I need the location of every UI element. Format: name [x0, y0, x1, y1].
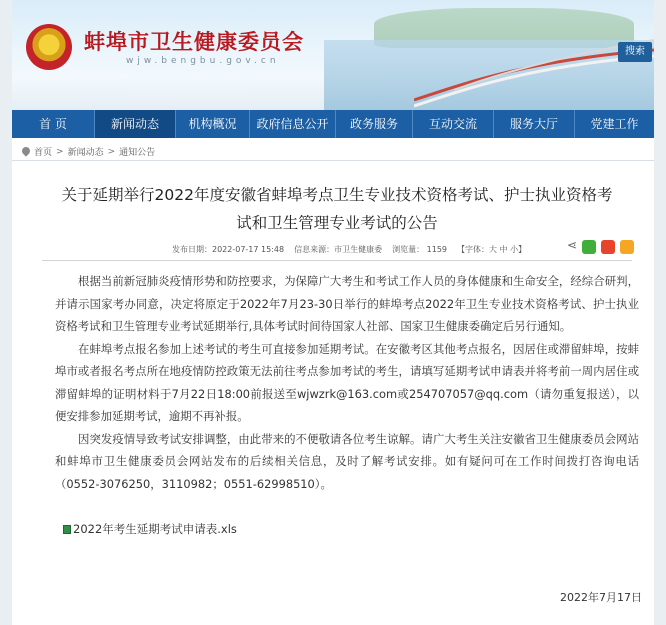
- article-paragraph: 根据当前新冠肺炎疫情形势和防控要求，为保障广大考生和考试工作人员的身体健康和生命安全，经综合研判，并请示国家考办同意，决定将原定于2022年7月23-30日举行的蚌埠考点2022年卫生专业技术资格考试、护士执业资格考试和卫生管理专业考试延期举行,具体考试时间待国家人社部、国家卫生健康委确定后另行通知。: [55, 274, 639, 333]
- sign-date: 2022年7月17日: [560, 591, 642, 604]
- main-nav: [12, 110, 654, 138]
- nav-item-interaction[interactable]: 互动交流: [428, 117, 477, 131]
- share-bar: [567, 240, 634, 254]
- article-meta: [172, 244, 526, 255]
- breadcrumb-separator: >: [107, 146, 116, 157]
- site-title[interactable]: 蚌埠市卫生健康委员会: [84, 29, 304, 54]
- meta-divider: [42, 260, 632, 261]
- article: [12, 160, 654, 620]
- emblem-icon: [26, 24, 72, 70]
- wechat-icon[interactable]: [582, 240, 596, 254]
- article-body: [55, 270, 639, 495]
- publish-date: 发布日期：2022-07-17 15:48: [172, 245, 285, 254]
- excel-file-icon: [63, 525, 71, 534]
- page-frame: [12, 0, 654, 625]
- breadcrumb-separator: >: [56, 146, 64, 157]
- nav-item-service-hall[interactable]: 服务大厅: [509, 117, 558, 131]
- nav-item-about[interactable]: 机构概况: [188, 117, 237, 131]
- breadcrumb-home[interactable]: 首页: [34, 148, 53, 158]
- breadcrumb: [22, 145, 155, 158]
- share-icon[interactable]: [567, 242, 577, 252]
- view-count: 浏览量： 1159: [392, 245, 447, 254]
- weibo-icon[interactable]: [601, 240, 615, 254]
- breadcrumb-news[interactable]: 新闻动态: [67, 148, 104, 158]
- nav-item-gov-info[interactable]: 政府信息公开: [256, 117, 329, 131]
- nav-item-services[interactable]: 政务服务: [349, 117, 398, 131]
- nav-item-party[interactable]: 党建工作: [590, 117, 639, 131]
- site-banner: [12, 0, 654, 110]
- banner-bridge-image: [414, 20, 654, 110]
- attachment-link[interactable]: [63, 521, 237, 537]
- info-source: 信息来源：市卫生健康委: [294, 245, 383, 254]
- font-size-control[interactable]: 【字体：大 中 小】: [457, 245, 527, 254]
- site-url: wjw.bengbu.gov.cn: [126, 56, 280, 66]
- article-title-line: 关于延期举行2022年度安徽省蚌埠考点卫生专业技术资格考试、护士执业资格考: [61, 186, 613, 204]
- attachment-name[interactable]: 2022年考生延期考试申请表.xls: [73, 522, 237, 536]
- nav-item-news[interactable]: 新闻动态: [95, 110, 175, 138]
- search-button[interactable]: 搜索: [618, 42, 652, 62]
- nav-item-home[interactable]: 首 页: [39, 117, 67, 131]
- breadcrumb-notices[interactable]: 通知公告: [119, 148, 156, 158]
- location-pin-icon: [22, 147, 30, 157]
- article-paragraph: 在蚌埠考点报名参加上述考试的考生可直接参加延期考试。在安徽考区其他考点报名，因居住或滞留蚌埠，按蚌埠市或者报名考点所在地疫情防控政策无法前往考点参加考试的考生，请填写延期考试申请表并将考前一周内居住或滞留蚌埠的证明材料于7月22日18:00前报送至wjwzrk@163.com或254707057@qq.com（请勿重复报送），以便安排参加延期考试，逾期不再补报。: [55, 341, 639, 423]
- article-title: [42, 181, 632, 237]
- article-paragraph: 因突发疫情导致考试安排调整，由此带来的不便敬请各位考生谅解。请广大考生关注安徽省卫生健康委员会网站和蚌埠市卫生健康委员会网站发布的后续相关信息，及时了解考试安排。如有疑问可在工作时间拨打咨询电话（0552-3076250，3110982；0551-62998510）。: [55, 431, 639, 491]
- qzone-icon[interactable]: [620, 240, 634, 254]
- article-title-line: 试和卫生管理专业考试的公告: [236, 214, 438, 232]
